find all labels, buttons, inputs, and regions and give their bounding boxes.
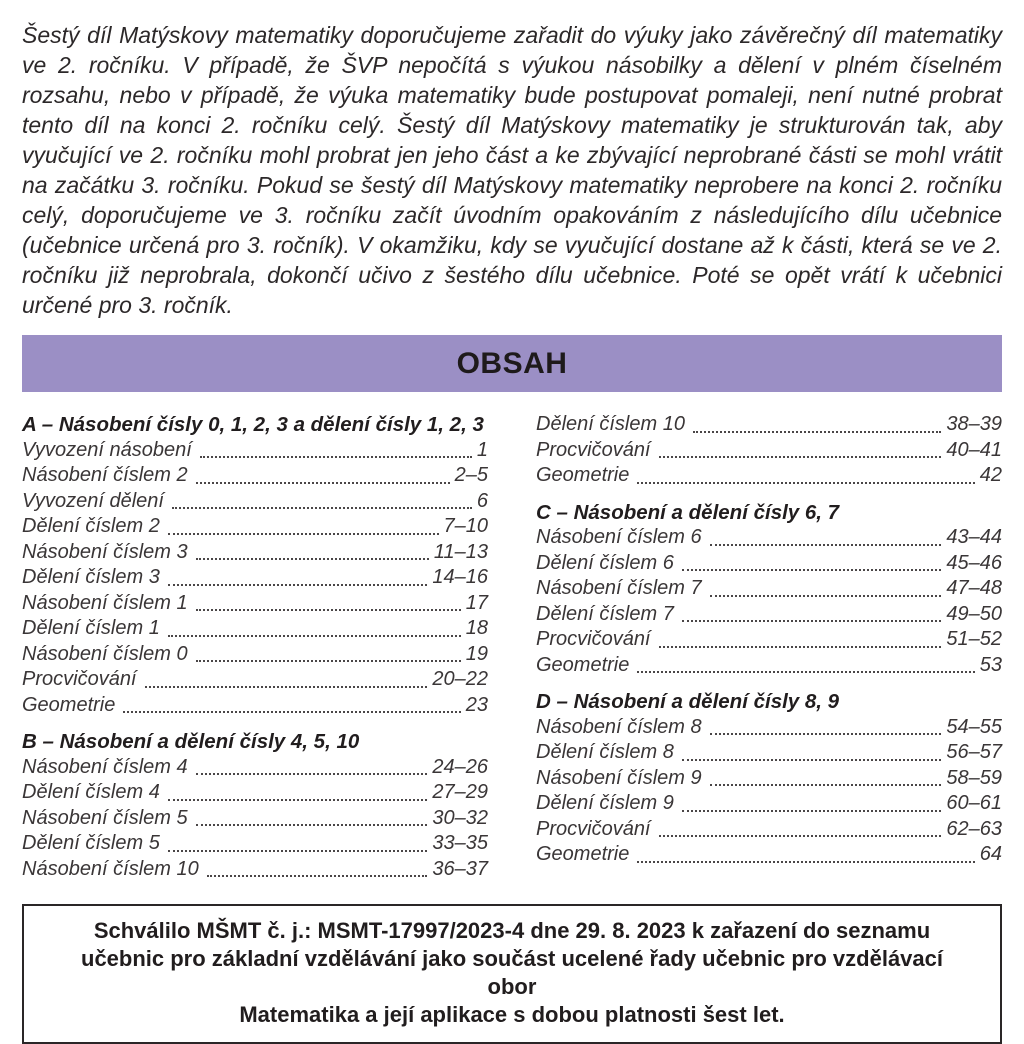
toc-item-pages: 43–44 [946, 526, 1002, 548]
toc-item-label: Násobení číslem 8 [536, 715, 702, 738]
toc-item-pages: 51–52 [946, 628, 1002, 650]
toc-item-pages: 2–5 [454, 464, 488, 486]
toc-item [22, 591, 488, 617]
toc-item-pages: 19 [465, 642, 488, 665]
table-of-contents [22, 412, 1002, 882]
toc-item-pages: 53 [979, 653, 1002, 676]
toc-item-label: Dělení číslem 8 [536, 741, 674, 763]
toc-item [536, 715, 1002, 741]
toc-item-pages: 62–63 [946, 817, 1002, 840]
toc-item-pages: 27–29 [432, 781, 488, 803]
dotted-leader [123, 711, 460, 713]
dotted-leader [710, 544, 942, 546]
dotted-leader [196, 609, 461, 611]
toc-item-label: Dělení číslem 10 [536, 413, 685, 435]
toc-item [22, 616, 488, 642]
dotted-leader [168, 635, 461, 637]
toc-item-pages: 36–37 [432, 857, 488, 880]
toc-item-pages: 1 [476, 438, 488, 461]
toc-item [536, 551, 1002, 577]
toc-item-label: Procvičování [536, 438, 651, 461]
toc-section-header: B – Násobení a dělení čísly 4, 5, 10 [22, 730, 360, 753]
toc-item-label: Násobení číslem 6 [536, 526, 702, 548]
toc-item [536, 766, 1002, 792]
toc-item [536, 653, 1002, 679]
dotted-leader [168, 533, 439, 535]
toc-item [536, 412, 1002, 438]
dotted-leader [207, 875, 428, 877]
dotted-leader [682, 810, 942, 812]
approval-text-line: Matematika a její aplikace s dobou platnosti šest let. [239, 1002, 785, 1027]
toc-item [22, 463, 488, 489]
dotted-leader [196, 773, 428, 775]
toc-item-label: Dělení číslem 2 [22, 515, 160, 537]
approval-box [22, 904, 1002, 1044]
toc-item-pages: 38–39 [946, 413, 1002, 435]
toc-item-pages: 64 [979, 843, 1002, 865]
toc-left-column [22, 412, 488, 882]
toc-section-header: C – Násobení a dělení čísly 6, 7 [536, 500, 840, 524]
toc-item-pages: 14–16 [432, 566, 488, 588]
dotted-leader [693, 431, 941, 433]
toc-item-pages: 40–41 [946, 438, 1002, 461]
toc-item [536, 627, 1002, 653]
toc-item-pages: 49–50 [946, 602, 1002, 625]
toc-item-pages: 20–22 [432, 668, 488, 690]
dotted-leader [659, 835, 942, 837]
dotted-leader [710, 595, 942, 597]
toc-item [536, 791, 1002, 817]
dotted-leader [200, 456, 472, 458]
dotted-leader [659, 646, 942, 648]
dotted-leader [196, 660, 461, 662]
toc-item-label: Násobení číslem 7 [536, 577, 702, 599]
toc-item [536, 463, 1002, 489]
toc-item-label: Dělení číslem 3 [22, 566, 160, 588]
toc-item [536, 576, 1002, 602]
dotted-leader [637, 861, 974, 863]
toc-item-pages: 30–32 [432, 806, 488, 829]
toc-item [22, 693, 488, 719]
dotted-leader [168, 584, 428, 586]
dotted-leader [172, 507, 472, 509]
toc-item-pages: 58–59 [946, 766, 1002, 789]
toc-item [22, 642, 488, 668]
dotted-leader [682, 759, 942, 761]
toc-item-label: Dělení číslem 6 [536, 551, 674, 574]
approval-text-line: učebnic pro základní vzdělávání jako součást ucelené řady učebnic pro vzdělávací obor [81, 946, 943, 999]
toc-item [536, 740, 1002, 766]
dotted-leader [710, 733, 942, 735]
approval-text-line: Schválilo MŠMT č. j.: MSMT-17997/2023-4 dne 29. 8. 2023 k zařazení do seznamu [93, 918, 931, 943]
toc-item-pages: 17 [465, 591, 488, 614]
toc-item [22, 540, 488, 566]
dotted-leader [659, 456, 942, 458]
toc-item-pages: 47–48 [946, 577, 1002, 599]
toc-section-header: A – Násobení čísly 0, 1, 2, 3 a dělení čísly 1, 2, 3 [22, 413, 484, 436]
toc-item [22, 755, 488, 781]
toc-item-pages: 45–46 [946, 551, 1002, 574]
toc-item-pages: 18 [465, 617, 488, 639]
intro-paragraph: Šestý díl Matýskovy matematiky doporučujeme zařadit do výuky jako závěrečný díl matematiky ve 2. ročníku. V případě, že ŠVP nepočítá s výukou násobilky a dělení v plném číselném rozsahu, nebo v případě, že výuka matematiky bude postupovat pomaleji, není nutné probrat tento díl na konci 2. ročníku celý. Šestý díl Matýskovy matematiky je strukturován tak, aby vyučující ve 2. ročníku mohl probrat jen jeho část a ke zbývající neprobrané části se mohl vrátit na začátku 3. ročníku. Pokud se šestý díl Matýskovy matematiky neprobere na konci 2. ročníku celý, doporučujeme ve 3. ročníku začít úvodním opakováním z následujícího dílu učebnice (učebnice určená pro 3. ročník). V okamžiku, kdy se vyučující dostane až k části, která se ve 2. ročníku již neprobrala, dokončí učivo z šestého dílu učebnice. Poté se opět vrátí k učebnici určené pro 3. ročník. [22, 22, 1002, 318]
toc-item [536, 842, 1002, 868]
toc-section-header: D – Násobení a dělení čísly 8, 9 [536, 690, 840, 713]
toc-item-label: Dělení číslem 4 [22, 781, 160, 803]
toc-item-pages: 54–55 [946, 715, 1002, 738]
toc-item-label: Násobení číslem 0 [22, 642, 188, 665]
toc-item-label: Procvičování [536, 628, 651, 650]
toc-right-column [536, 412, 1002, 882]
toc-item-pages: 60–61 [946, 792, 1002, 814]
dotted-leader [196, 558, 429, 560]
dotted-leader [637, 671, 974, 673]
toc-item-pages: 24–26 [432, 755, 488, 778]
toc-item-label: Vyvození dělení [22, 489, 164, 512]
toc-item-label: Geometrie [536, 653, 630, 676]
toc-item [22, 831, 488, 857]
toc-item-pages: 7–10 [443, 515, 488, 537]
toc-item-label: Násobení číslem 3 [22, 540, 188, 563]
toc-item-label: Násobení číslem 10 [22, 857, 199, 880]
toc-item-label: Geometrie [22, 693, 116, 716]
toc-item-pages: 23 [465, 693, 488, 716]
toc-item [22, 489, 488, 515]
toc-item-label: Procvičování [22, 668, 137, 690]
dotted-leader [196, 482, 450, 484]
toc-item-label: Procvičování [536, 817, 651, 840]
toc-item-label: Násobení číslem 2 [22, 464, 188, 486]
toc-item-label: Násobení číslem 5 [22, 806, 188, 829]
toc-item-pages: 33–35 [432, 832, 488, 854]
dotted-leader [168, 850, 428, 852]
toc-item [536, 438, 1002, 464]
toc-item [536, 817, 1002, 843]
toc-item-pages: 11–13 [433, 540, 488, 563]
toc-item-label: Vyvození násobení [22, 438, 192, 461]
toc-item [22, 565, 488, 591]
dotted-leader [682, 569, 942, 571]
toc-item [22, 514, 488, 540]
toc-item-label: Dělení číslem 7 [536, 602, 674, 625]
dotted-leader [196, 824, 428, 826]
toc-item-label: Dělení číslem 5 [22, 832, 160, 854]
toc-item [22, 780, 488, 806]
dotted-leader [145, 686, 428, 688]
toc-item [22, 857, 488, 883]
contents-header-bar [22, 335, 1002, 392]
toc-item-label: Násobení číslem 9 [536, 766, 702, 789]
dotted-leader [637, 482, 974, 484]
dotted-leader [682, 620, 942, 622]
toc-item [536, 525, 1002, 551]
toc-item [22, 438, 488, 464]
toc-item-pages: 6 [476, 489, 488, 512]
dotted-leader [168, 799, 428, 801]
contents-title: OBSAH [456, 346, 568, 380]
toc-item-label: Násobení číslem 1 [22, 591, 188, 614]
toc-item-label: Dělení číslem 1 [22, 617, 160, 639]
toc-item [22, 806, 488, 832]
dotted-leader [710, 784, 942, 786]
toc-item-pages: 56–57 [946, 741, 1002, 763]
toc-item-label: Geometrie [536, 464, 630, 486]
toc-item-pages: 42 [979, 464, 1002, 486]
toc-item-label: Násobení číslem 4 [22, 755, 188, 778]
toc-item [536, 602, 1002, 628]
toc-item [22, 667, 488, 693]
toc-item-label: Geometrie [536, 843, 630, 865]
toc-item-label: Dělení číslem 9 [536, 792, 674, 814]
